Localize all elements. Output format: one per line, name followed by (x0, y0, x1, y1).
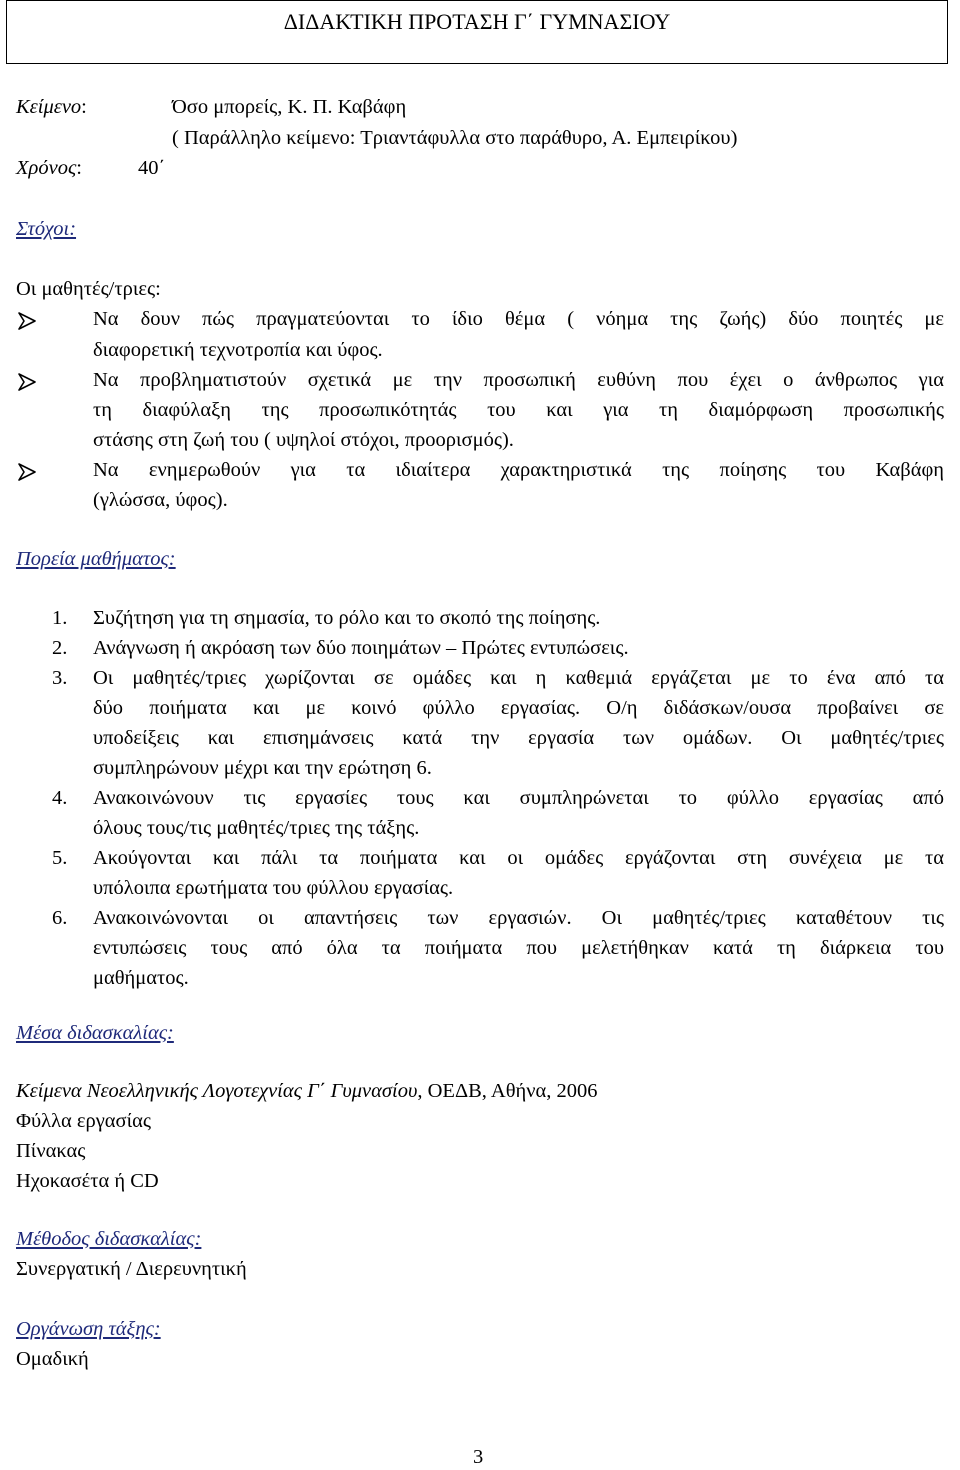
goals-intro: Οι μαθητές/τριες: (16, 278, 161, 300)
step-6-line-3: μαθήματος. (93, 967, 189, 989)
book-publisher: , ΟΕΔΒ, Αθήνα, 2006 (417, 1080, 598, 1102)
arrow-bullet-icon (18, 373, 36, 391)
step-5-line-1: Ακούγονται και πάλι τα ποιήματα και οι ομάδες εργάζονται στη συνέχεια με τα (93, 847, 944, 869)
book-reference (16, 1080, 598, 1103)
text-label: Κείμενο (16, 96, 82, 118)
step-3-line-2: δύο ποιήματα και με κοινό φύλλο εργασίας. Ο/η διδάσκων/ουσα προβαίνει σε (93, 697, 944, 719)
goal-2-line-1: Να προβληματιστούν σχετικά με την προσωπική ευθύνη που έχει ο άνθρωπος για (93, 369, 944, 391)
means-heading: Μέσα διδασκαλίας: (16, 1022, 174, 1044)
goal-1-line-1: Να δουν πώς πραγματεύονται το ίδιο θέμα ( νόημα της ζωής) δύο ποιητές με (93, 308, 944, 330)
organization-value: Ομαδική (16, 1348, 89, 1370)
goal-1-line-2: διαφορετική τεχνοτροπία και ύφος. (93, 339, 383, 361)
step-3-line-1: Οι μαθητές/τριες χωρίζονται σε ομάδες και η καθεμιά εργάζεται με το ένα από τα (93, 667, 944, 689)
step-6-line-1: Ανακοινώνονται οι απαντήσεις των εργασιών. Οι μαθητές/τριες καταθέτουν τις (93, 907, 944, 929)
lesson-heading: Πορεία μαθήματος: (16, 548, 176, 570)
step-number: 2. (52, 637, 68, 659)
step-3-line-3: υποδείξεις και επισημάνσεις κατά την εργασία των ομάδων. Οι μαθητές/τριες (93, 727, 944, 749)
text-label-colon: : (81, 96, 87, 118)
goal-2-line-3: στάσης στη ζωή του ( υψηλοί στόχοι, προορισμός). (93, 429, 514, 451)
step-number: 1. (52, 607, 68, 629)
arrow-bullet-icon (18, 463, 36, 481)
means-item: Φύλλα εργασίας (16, 1110, 151, 1132)
step-4-line-1: Ανακοινώνουν τις εργασίες τους και συμπληρώνεται το φύλλο εργασίας από (93, 787, 944, 809)
organization-heading: Οργάνωση τάξης: (16, 1318, 161, 1340)
title-box (6, 0, 948, 64)
time-label-colon: : (76, 157, 82, 179)
step-number: 6. (52, 907, 68, 929)
step-3-line-4: συμπληρώνουν μέχρι και την ερώτηση 6. (93, 757, 432, 779)
page-number: 3 (473, 1446, 484, 1468)
step-2-line-1: Ανάγνωση ή ακρόαση των δύο ποιημάτων – Πρώτες εντυπώσεις. (93, 637, 629, 659)
step-6-line-2: εντυπώσεις τους από όλα τα ποιήματα που μελετήθηκαν κατά τη διάρκεια του (93, 937, 944, 959)
means-item: Πίνακας (16, 1140, 86, 1162)
step-5-line-2: υπόλοιπα ερωτήματα του φύλλου εργασίας. (93, 877, 454, 899)
document-title: ΔΙΔΑΚΤΙΚΗ ΠΡΟΤΑΣΗ Γ΄ ΓΥΜΝΑΣΙΟΥ (283, 9, 671, 34)
parallel-text: ( Παράλληλο κείμενο: Τριαντάφυλλα στο παράθυρο, Α. Εμπειρίκου) (172, 127, 738, 149)
means-item: Ηχοκασέτα ή CD (16, 1170, 159, 1192)
step-number: 5. (52, 847, 68, 869)
step-4-line-2: όλους τους/τις μαθητές/τριες της τάξης. (93, 817, 420, 839)
goal-2-line-2: τη διαφύλαξη της προσωπικότητάς του και για τη διαμόρφωση προσωπικής (93, 399, 944, 421)
text-value: Όσο μπορείς, Κ. Π. Καβάφη (172, 96, 407, 118)
goal-3-line-1: Να ενημερωθούν για τα ιδιαίτερα χαρακτηριστικά της ποίησης του Καβάφη (93, 459, 944, 481)
time-label: Χρόνος (16, 157, 77, 179)
goal-3-line-2: (γλώσσα, ύφος). (93, 489, 228, 511)
step-1-line-1: Συζήτηση για τη σημασία, το ρόλο και το σκοπό της ποίησης. (93, 607, 601, 629)
text-label-row (16, 96, 87, 119)
step-number: 3. (52, 667, 68, 689)
step-number: 4. (52, 787, 68, 809)
time-value: 40΄ (138, 157, 166, 179)
time-label-row (16, 157, 82, 180)
book-title: Κείμενα Νεοελληνικής Λογοτεχνίας Γ΄ Γυμνασίου (16, 1080, 418, 1102)
arrow-bullet-icon (18, 312, 36, 330)
goals-heading: Στόχοι: (16, 218, 77, 240)
method-value: Συνεργατική / Διερευνητική (16, 1258, 247, 1280)
method-heading: Μέθοδος διδασκαλίας: (16, 1228, 202, 1250)
